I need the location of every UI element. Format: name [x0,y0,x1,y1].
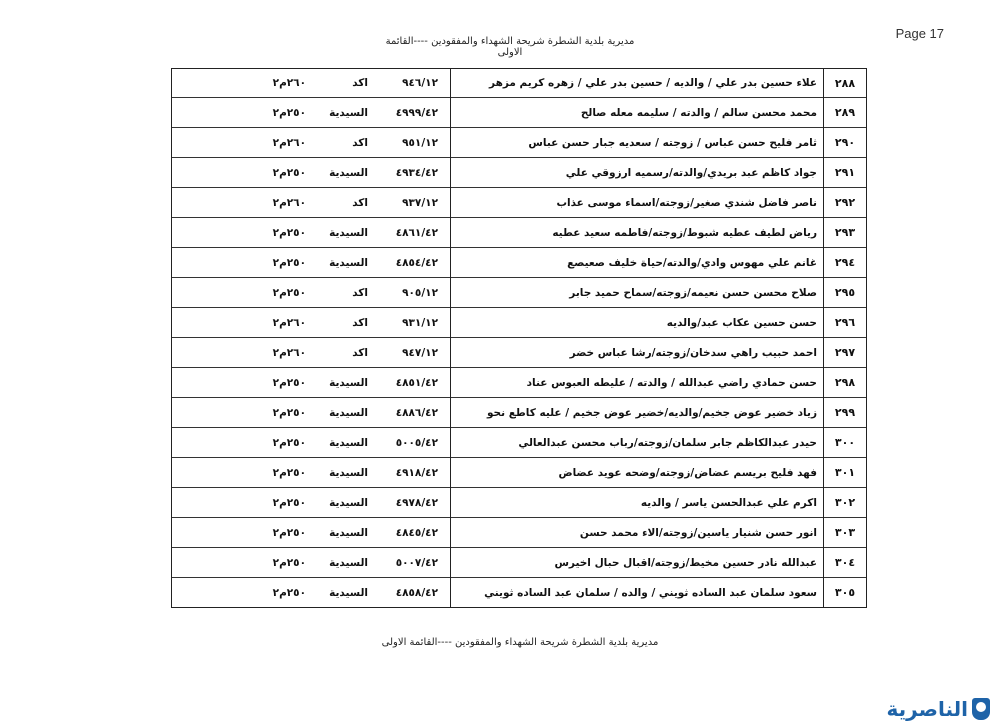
row-area: اكد [352,196,368,209]
table-row [172,98,866,128]
row-number: ٢٩٣ [824,218,867,248]
table-row [172,518,866,548]
row-size: ٢٥٠م٢ [272,556,306,569]
row-detail [172,218,451,248]
row-area: السيدية [329,226,368,239]
row-detail [172,488,451,518]
row-detail [172,458,451,488]
table-row [172,158,866,188]
table-row [172,368,866,398]
row-detail [172,248,451,278]
table-row [172,338,866,368]
row-area: اكد [352,77,368,90]
row-detail [172,548,451,578]
row-area: اكد [352,286,368,299]
row-plot-code: ٥٠٠٧/٤٢ [395,556,438,569]
row-name: انور حسن شنيار ياسين/زوجته/الاء محمد حسن [451,518,824,548]
row-detail [172,158,451,188]
table-row [172,548,866,578]
header-title: مديرية بلدية الشطرة شريحة الشهداء والمفقودين ----القائمة الاولى [385,36,635,58]
row-number: ٢٨٨ [824,69,867,98]
row-number: ٢٩٨ [824,368,867,398]
row-plot-code: ٤٨٦١/٤٢ [395,226,438,239]
table-row [172,248,866,278]
row-number: ٢٩٤ [824,248,867,278]
page-number: Page 17 [895,26,944,41]
table-row [172,218,866,248]
row-name: محمد محسن سالم / والدته / سليمه معله صالح [451,98,824,128]
table-row [172,458,866,488]
row-size: ٢٦٠م٢ [272,196,306,209]
row-area: اكد [352,316,368,329]
row-plot-code: ٤٨٨٦/٤٢ [395,406,438,419]
row-name: عبدالله نادر حسين مخيط/زوجته/اقبال حبال اخيرس [451,548,824,578]
row-size: ٢٦٠م٢ [272,316,306,329]
row-plot-code: ٩٣١/١٢ [402,316,438,329]
row-detail [172,128,451,158]
row-size: ٢٥٠م٢ [272,376,306,389]
row-size: ٢٥٠م٢ [272,586,306,599]
row-area: السيدية [329,586,368,599]
row-plot-code: ٤٨٤٥/٤٢ [395,526,438,539]
row-number: ٢٨٩ [824,98,867,128]
row-detail [172,398,451,428]
row-plot-code: ٩٤٧/١٢ [402,346,438,359]
row-name: سعود سلمان عبد الساده ثويني / والده / سلمان عبد الساده ثويني [451,578,824,607]
row-number: ٢٩٦ [824,308,867,338]
row-name: صلاح محسن حسن نعيمه/زوجته/سماح حميد جابر [451,278,824,308]
row-plot-code: ٩٠٥/١٢ [402,286,438,299]
row-size: ٢٥٠م٢ [272,166,306,179]
table-row [172,308,866,338]
row-plot-code: ٩٤٦/١٢ [402,77,438,90]
row-detail [172,278,451,308]
row-size: ٢٦٠م٢ [272,77,306,90]
row-plot-code: ٤٩١٨/٤٢ [395,466,438,479]
row-size: ٢٥٠م٢ [272,496,306,509]
row-name: حسن حسين عكاب عبد/والديه [451,308,824,338]
row-number: ٣٠١ [824,458,867,488]
records-table [171,68,867,608]
row-size: ٢٥٠م٢ [272,436,306,449]
row-name: غانم علي مهوس وادي/والدته/حياة خليف صعيصع [451,248,824,278]
row-plot-code: ٩٣٧/١٢ [402,196,438,209]
row-area: السيدية [329,496,368,509]
row-number: ٢٩٥ [824,278,867,308]
row-name: فهد فليح بريسم عضاض/زوجته/وضحه عويد عضاض [451,458,824,488]
row-name: جواد كاظم عبد بريدي/والدته/رسميه ارزوقي علي [451,158,824,188]
row-number: ٣٠٠ [824,428,867,458]
row-plot-code: ٤٨٥١/٤٢ [395,376,438,389]
row-plot-code: ٤٩٩٩/٤٢ [395,106,438,119]
row-detail [172,188,451,218]
row-name: ناصر فاضل شندي صغير/زوجته/اسماء موسى عذاب [451,188,824,218]
row-name: حسن حمادي راضي عبدالله / والدته / عليطه العبوس عناد [451,368,824,398]
row-area: اكد [352,136,368,149]
row-area: السيدية [329,556,368,569]
row-number: ٢٩١ [824,158,867,188]
table-row [172,278,866,308]
row-area: السيدية [329,436,368,449]
table-row [172,69,866,98]
table-row [172,578,866,607]
row-plot-code: ٩٥١/١٢ [402,136,438,149]
row-number: ٢٩٩ [824,398,867,428]
row-plot-code: ٤٨٥٨/٤٢ [395,586,438,599]
logo-icon [972,698,990,720]
row-number: ٣٠٥ [824,578,867,607]
logo-text: الناصرية [886,697,968,721]
row-detail [172,368,451,398]
row-size: ٢٥٠م٢ [272,226,306,239]
row-area: اكد [352,346,368,359]
row-area: السيدية [329,106,368,119]
logo [887,697,990,721]
row-size: ٢٥٠م٢ [272,256,306,269]
row-size: ٢٥٠م٢ [272,466,306,479]
row-size: ٢٦٠م٢ [272,136,306,149]
row-size: ٢٥٠م٢ [272,406,306,419]
row-plot-code: ٤٩٧٨/٤٢ [395,496,438,509]
row-number: ٣٠٢ [824,488,867,518]
row-detail [172,428,451,458]
row-size: ٢٥٠م٢ [272,286,306,299]
table-row [172,428,866,458]
table-row [172,128,866,158]
row-area: السيدية [329,466,368,479]
row-name: علاء حسين بدر علي / والديه / حسين بدر علي / زهره كريم مزهر [451,69,824,98]
row-number: ٣٠٣ [824,518,867,548]
row-area: السيدية [329,406,368,419]
row-name: اكرم علي عبدالحسن ياسر / والديه [451,488,824,518]
row-name: احمد حبيب راهي سدخان/زوجته/رشا عباس خضر [451,338,824,368]
footer-title: مديرية بلدية الشطرة شريحة الشهداء والمفقودين ----القائمة الاولى [381,637,659,648]
table-row [172,488,866,518]
row-size: ٢٥٠م٢ [272,526,306,539]
row-detail [172,518,451,548]
row-number: ٢٩٢ [824,188,867,218]
row-detail [172,69,451,98]
table-row [172,188,866,218]
row-name: زياد خضير عوض جخيم/والديه/خضير عوض جخيم / عليه كاطع نحو [451,398,824,428]
row-name: حيدر عبدالكاظم جابر سلمان/زوجته/رباب محسن عبدالعالي [451,428,824,458]
row-plot-code: ٤٩٣٤/٤٢ [395,166,438,179]
row-detail [172,578,451,607]
row-plot-code: ٥٠٠٥/٤٢ [395,436,438,449]
row-number: ٢٩٠ [824,128,867,158]
row-detail [172,308,451,338]
row-detail [172,98,451,128]
row-area: السيدية [329,256,368,269]
row-area: السيدية [329,166,368,179]
row-detail [172,338,451,368]
row-number: ٢٩٧ [824,338,867,368]
row-number: ٣٠٤ [824,548,867,578]
table-row [172,398,866,428]
row-area: السيدية [329,526,368,539]
row-size: ٢٥٠م٢ [272,106,306,119]
row-plot-code: ٤٨٥٤/٤٢ [395,256,438,269]
row-area: السيدية [329,376,368,389]
row-size: ٢٦٠م٢ [272,346,306,359]
row-name: ثامر فليح حسن عباس / زوجته / سعديه جبار حسن عباس [451,128,824,158]
row-name: رياض لطيف عطيه شبوط/زوجته/فاطمه سعيد عطيه [451,218,824,248]
